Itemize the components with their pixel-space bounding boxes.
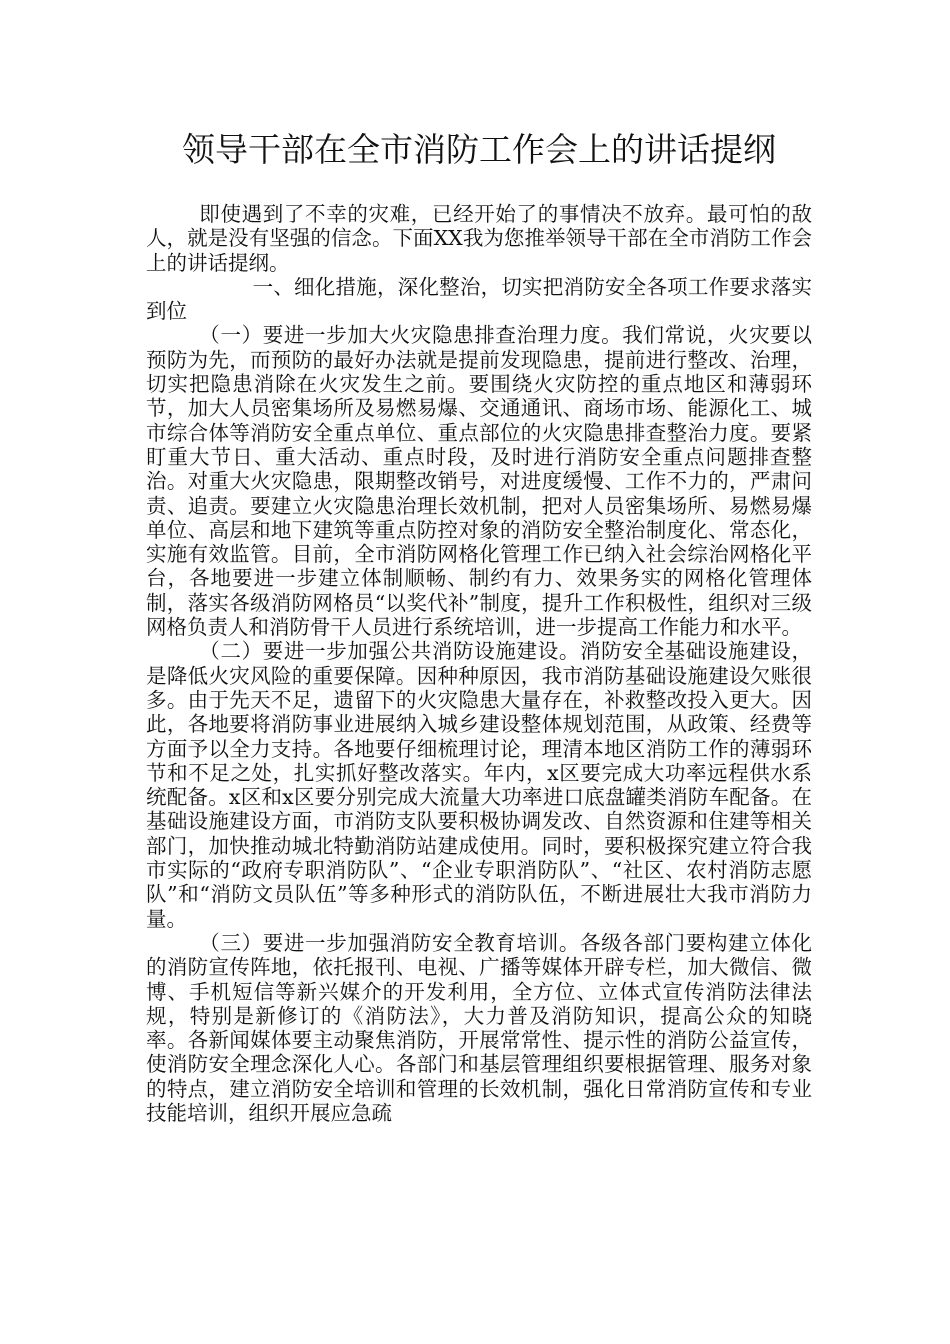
document-body [146, 202, 812, 1125]
document-page [146, 0, 812, 1125]
paragraph-3: （三）要进一步加强消防安全教育培训。各级各部门要构建立体化的消防宣传阵地，依托报刊、电视、广播等媒体开辟专栏，加大微信、微博、手机短信等新兴媒介的开发利用，全方位、立体式宣传消防法律法规，特别是新修订的《消防法》，大力普及消防知识，提高公众的知晓率。各新闻媒体要主动聚焦消防，开展常常性、提示性的消防公益宣传，使消防安全理念深化人心。各部门和基层管理组织要根据管理、服务对象的特点，建立消防安全培训和管理的长效机制，强化日常消防宣传和专业技能培训，组织开展应急疏 [146, 930, 812, 1125]
paragraph-1: （一）要进一步加大火灾隐患排查治理力度。我们常说，火灾要以预防为先，而预防的最好办法就是提前发现隐患，提前进行整改、治理，切实把隐患消除在火灾发生之前。要围绕火灾防控的重点地区和薄弱环节，加大人员密集场所及易燃易爆、交通通讯、商场市场、能源化工、城市综合体等消防安全重点单位、重点部位的火灾隐患排查整治力度。要紧盯重大节日、重大活动、重点时段，及时进行消防安全重点问题排查整治。对重大火灾隐患，限期整改销号，对进度缓慢、工作不力的，严肃问责、追责。要建立火灾隐患治理长效机制，把对人员密集场所、易燃易爆单位、高层和地下建筑等重点防控对象的消防安全整治制度化、常态化，实施有效监管。目前，全市消防网格化管理工作已纳入社会综治网格化平台，各地要进一步建立体制顺畅、制约有力、效果务实的网格化管理体制，落实各级消防网格员“以奖代补”制度，提升工作积极性，组织对三级网格负责人和消防骨干人员进行系统培训，进一步提高工作能力和水平。 [146, 323, 812, 640]
paragraph-2: （二）要进一步加强公共消防设施建设。消防安全基础设施建设，是降低火灾风险的重要保障。因种种原因，我市消防基础设施建设欠账很多。由于先天不足，遗留下的火灾隐患大量存在，补救整改投入更大。因此，各地要将消防事业进展纳入城乡建设整体规划范围，从政策、经费等方面予以全力支持。各地要仔细梳理讨论，理清本地区消防工作的薄弱环节和不足之处，扎实抓好整改落实。年内，x区要完成大功率远程供水系统配备。x区和x区要分别完成大流量大功率进口底盘罐类消防车配备。在基础设施建设方面，市消防支队要积极协调发改、自然资源和住建等相关部门，加快推动城北特勤消防站建成使用。同时，要积极探究建立符合我市实际的“政府专职消防队”、“企业专职消防队”、“社区、农村消防志愿队”和“消防文员队伍”等多种形式的消防队伍，不断进展壮大我市消防力量。 [146, 639, 812, 931]
document-title: 领导干部在全市消防工作会上的讲话提纲 [182, 130, 776, 169]
section-heading: 一、细化措施，深化整治，切实把消防安全各项工作要求落实到位 [146, 274, 812, 324]
intro-paragraph: 即使遇到了不幸的灾难，已经开始了的事情决不放弃。最可怕的敌人，就是没有坚强的信念。下面XX我为您推举领导干部在全市消防工作会上的讲话提纲。 [146, 202, 812, 275]
